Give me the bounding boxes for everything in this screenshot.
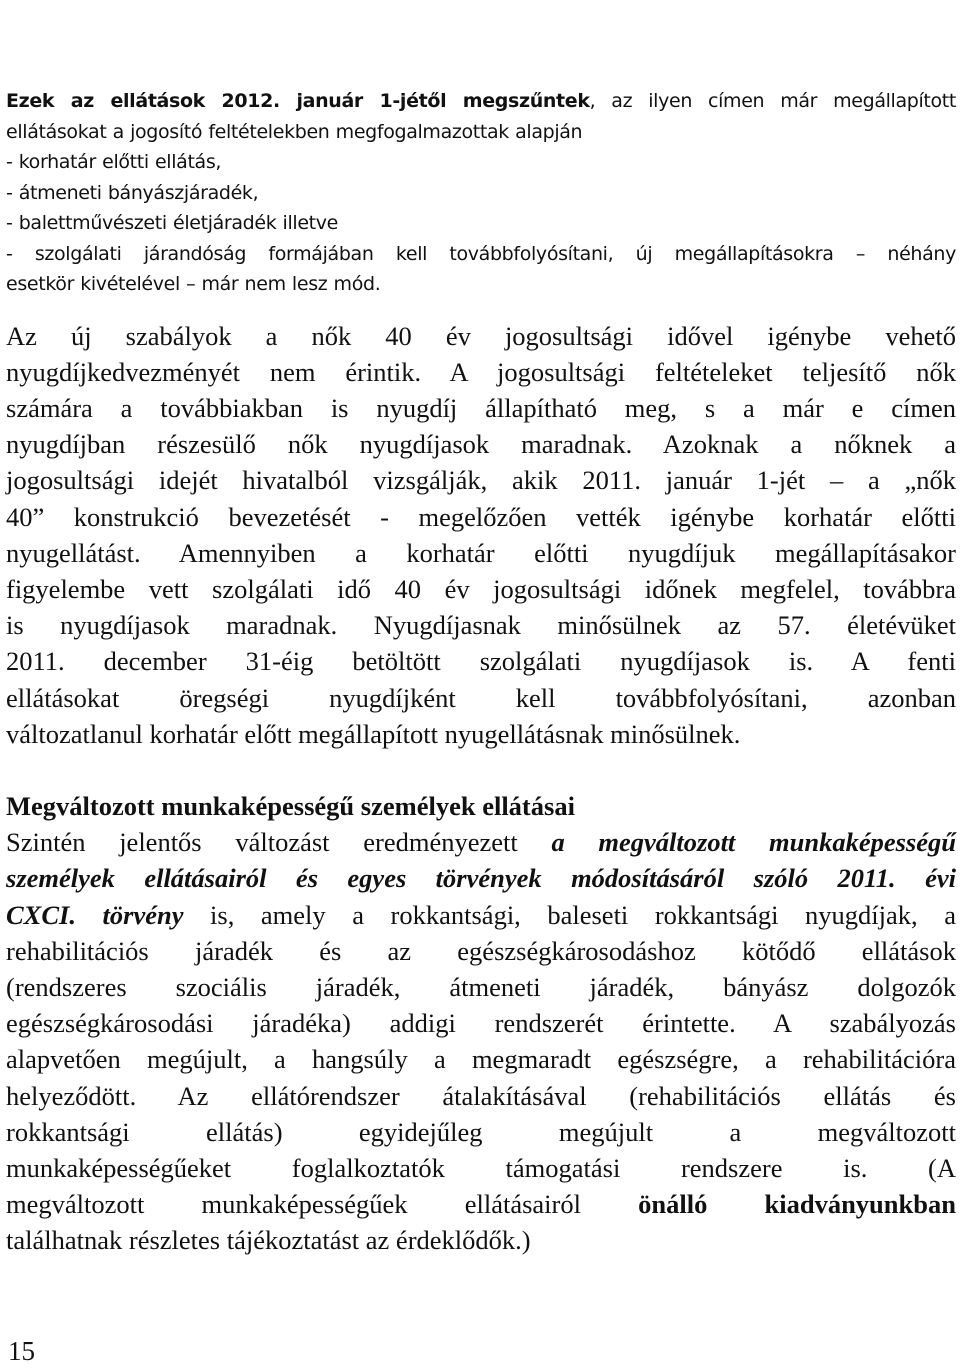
paragraph-line: ellátásokat öregségi nyugdíjként kell továbbfolyósítani, azonban [6, 682, 956, 713]
publication-text: megváltozott munkaképességűek ellátásairól [6, 1189, 639, 1220]
paragraph-line: nyugellátást. Amennyiben a korhatár előtti nyugdíjuk megállapításakor [6, 537, 956, 568]
law-title-part: CXCI. törvény [6, 899, 184, 930]
law-continuation-text: is, amely a rokkantsági, baleseti rokkantsági nyugdíjak, a [183, 899, 956, 930]
megvaltozott-paragraph [6, 824, 956, 1258]
law-title-part: a megváltozott munkaképességű [551, 827, 956, 858]
intro-line-7: esetkör kivételével – már nem lesz mód. [6, 273, 381, 295]
paragraph-line: találhatnak részletes tájékoztatást az érdeklődők.) [6, 1225, 531, 1256]
paragraph-line [6, 1186, 956, 1222]
paragraph-line: alapvetően megújult, a hangsúly a megmaradt egészségre, a rehabilitációra [6, 1044, 956, 1075]
paragraph-line [6, 897, 956, 933]
paragraph-line: Az új szabályok a nők 40 év jogosultsági idővel igénybe vehető [6, 320, 956, 351]
paragraph-line: helyeződött. Az ellátórendszer átalakításával (rehabilitációs ellátás és [6, 1080, 956, 1111]
law-intro-text: Szintén jelentős változást eredményezett [6, 827, 552, 858]
document-page [6, 86, 956, 1259]
paragraph-line: (rendszeres szociális járadék, átmeneti járadék, bányász dolgozók [6, 971, 956, 1002]
paragraph-line: munkaképességűeket foglalkoztatók támogatási rendszere is. (A [6, 1152, 956, 1183]
intro-list-item: - balettművészeti életjáradék illetve [6, 212, 339, 234]
paragraph-line: nyugdíjban részesülő nők nyugdíjasok maradnak. Azoknak a nőknek a [6, 429, 956, 460]
paragraph-line: számára a továbbiakban is nyugdíj állapítható meg, s a már e címen [6, 392, 956, 423]
intro-line-6: - szolgálati járandóság formájában kell továbbfolyósítani, új megállapításokra – néhány [6, 242, 956, 265]
intro-paragraph [6, 86, 956, 300]
intro-line-1 [6, 86, 956, 117]
nok-40-paragraph [6, 318, 956, 752]
intro-list-item: - korhatár előtti ellátás, [6, 151, 222, 173]
paragraph-line: 40” konstrukció bevezetését - megelőzően vették igénybe korhatár előtti [6, 501, 956, 532]
intro-line-1-rest: , az ilyen címen már megállapított [589, 90, 956, 112]
paragraph-line: rokkantsági ellátás) egyidejűleg megújult a megváltozott [6, 1116, 956, 1147]
page-number: 15 [8, 1336, 35, 1366]
paragraph-line: rehabilitációs járadék és az egészségkárosodáshoz kötődő ellátások [6, 935, 956, 966]
paragraph-line: figyelembe vett szolgálati idő 40 év jogosultsági időnek megfelel, továbbra [6, 573, 956, 604]
paragraph-line: jogosultsági idejét hivatalból vizsgálják, akik 2011. január 1-jét – a „nők [6, 465, 956, 496]
paragraph-line [6, 824, 956, 860]
intro-date-bold: január 1-jétől megszűntek [279, 90, 590, 112]
paragraph-line: egészségkárosodási járadéka) addigi rendszerét érintette. A szabályozás [6, 1008, 956, 1039]
section-heading: Megváltozott munkaképességű személyek ellátásai [6, 790, 575, 821]
law-title-part: személyek ellátásairól és egyes törvények módosításáról szóló 2011. évi [6, 863, 956, 894]
intro-lead-bold: Ezek az ellátások 2012. [6, 90, 280, 112]
paragraph-line: 2011. december 31-éig betöltött szolgálati nyugdíjasok is. A fenti [6, 646, 956, 677]
intro-list-item: - átmeneti bányászjáradék, [6, 181, 259, 204]
paragraph-line: nyugdíjkedvezményét nem érintik. A jogosultsági feltételeket teljesítő nők [6, 356, 956, 387]
paragraph-line: változatlanul korhatár előtt megállapított nyugellátásnak minősülnek. [6, 718, 741, 749]
paragraph-line: is nyugdíjasok maradnak. Nyugdíjasnak minősülnek az 57. életévüket [6, 610, 956, 641]
publication-bold: önálló kiadványunkban [638, 1189, 956, 1220]
intro-line-2: ellátásokat a jogosító feltételekben megfogalmazottak alapján [6, 120, 583, 143]
